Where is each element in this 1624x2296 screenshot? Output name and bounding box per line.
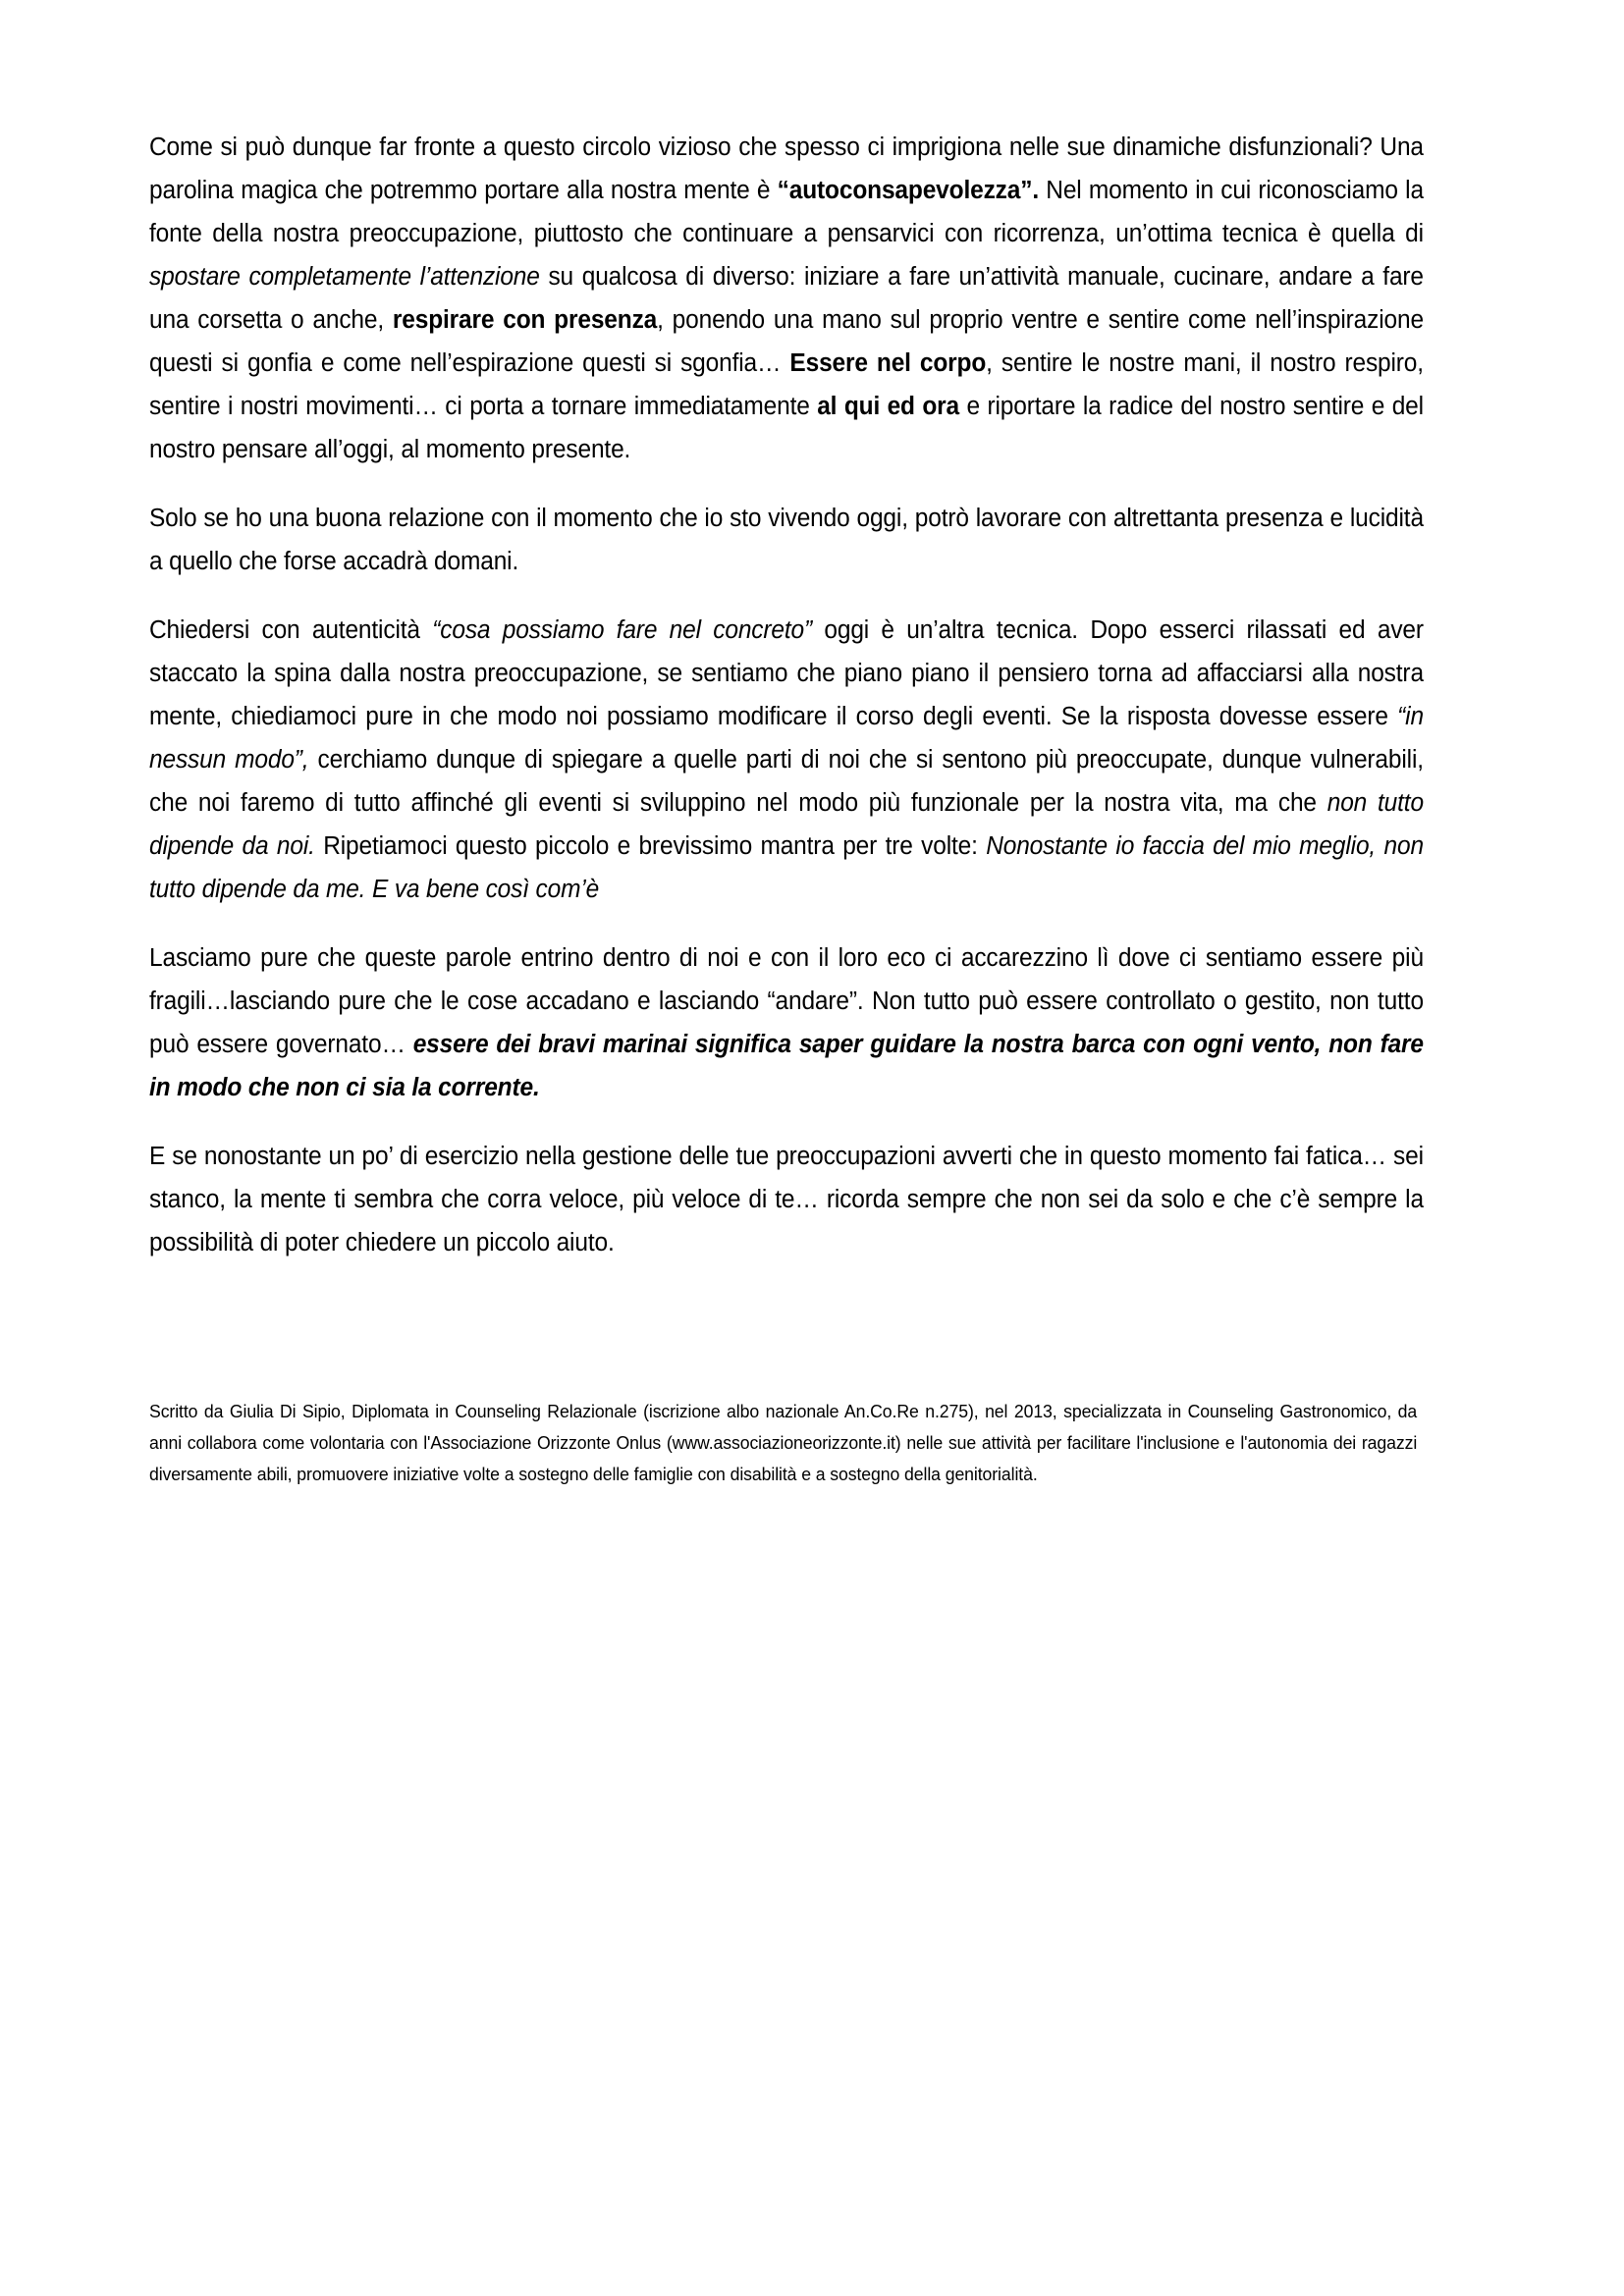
italic-run: “in nessun modo”,: [149, 703, 1424, 774]
bold-run: respirare con presenza: [392, 306, 658, 334]
bold-run: “autoconsapevolezza”.: [777, 177, 1040, 204]
paragraph-3: Chiedersi con autenticità “cosa possiamo fare nel concreto” oggi è un’altra tecnica. Dopo esserci rilassati ed aver staccato la spina dalla nostra preoccupazione, se sentiamo che piano piano il pensiero torna ad affacciarsi alla nostra mente, chiediamoci pure in che modo noi possiamo modificare il corso degli eventi. Se la risposta dovesse essere “in nessun modo”, cerchiamo dunque di spiegare a quelle parti di noi che si sentono più preoccupate, dunque vulnerabili, che noi faremo di tutto affinché gli eventi si sviluppino nel modo più funzionale per la nostra vita, ma che non tutto dipende da noi. Ripetiamoci questo piccolo e brevissimo mantra per tre volte: Nonostante io faccia del mio meglio, non tutto dipende da me. E va bene così com’è: [149, 616, 1424, 903]
paragraph-5: E se nonostante un po’ di esercizio nella gestione delle tue preoccupazioni avverti che in questo momento fai fatica… sei stanco, la mente ti sembra che corra veloce, più veloce di te… ricorda sempre che non sei da solo e che c’è sempre la possibilità di poter chiedere un piccolo aiuto.: [149, 1143, 1424, 1256]
note-spacer: [149, 1290, 1477, 1396]
italic-run: “cosa possiamo fare nel concreto”: [432, 616, 813, 644]
italic-run: non tutto dipende da noi.: [149, 789, 1424, 860]
italic-run: Nonostante io faccia del mio meglio, non tutto dipende da me. E va bene così com’è: [149, 832, 1424, 903]
paragraph-1: Come si può dunque far fronte a questo circolo vizioso che spesso ci imprigiona nelle sue dinamiche disfunzionali? Una parolina magica che potremmo portare alla nostra mente è “autoconsapevolezza”. Nel momento in cui riconosciamo la fonte della nostra preoccupazione, piuttosto che continuare a pensarvici con ricorrenza, un’ottima tecnica è quella di spostare completamente l’attenzione su qualcosa di diverso: iniziare a fare un’attività manuale, cucinare, andare a fare una corsetta o anche, respirare con presenza, ponendo una mano sul proprio ventre e sentire come nell’inspirazione questi si gonfia e come nell’espirazione questi si sgonfia… Essere nel corpo, sentire le nostre mani, il nostro respiro, sentire i nostri movimenti… ci porta a tornare immediatamente al qui ed ora e riportare la radice del nostro sentire e del nostro pensare all’oggi, al momento presente.: [149, 133, 1424, 463]
paragraph-4: Lasciamo pure che queste parole entrino dentro di noi e con il loro eco ci accarezzino lì dove ci sentiamo essere più fragili…lasciando pure che le cose accadano e lasciando “andare”. Non tutto può essere controllato o gestito, non tutto può essere governato… essere dei bravi marinai significa saper guidare la nostra barca con ogni vento, non fare in modo che non ci sia la corrente.: [149, 944, 1424, 1101]
bold-run: al qui ed ora: [817, 393, 960, 420]
italic-run: spostare completamente l’attenzione: [149, 263, 540, 291]
bold-italic-run: essere dei bravi marinai significa saper guidare la nostra barca con ogni vento, non fare in modo che non ci sia la corrente.: [149, 1031, 1424, 1101]
document-body: [149, 126, 1477, 1490]
bold-run: Essere nel corpo: [789, 349, 987, 377]
author-note: Scritto da Giulia Di Sipio, Diplomata in Counseling Relazionale (iscrizione albo nazionale An.Co.Re n.275), nel 2013, specializzata in Counseling Gastronomico, da anni collabora come volontaria con l'Associazione Orizzonte Onlus (www.associazioneorizzonte.it) nelle sue attività per facilitare l'inclusione e l'autonomia dei ragazzi diversamente abili, promuovere iniziative volte a sostegno delle famiglie con disabilità e a sostegno della genitorialità.: [149, 1401, 1418, 1484]
paragraph-2: Solo se ho una buona relazione con il momento che io sto vivendo oggi, potrò lavorare con altrettanta presenza e lucidità a quello che forse accadrà domani.: [149, 505, 1424, 575]
